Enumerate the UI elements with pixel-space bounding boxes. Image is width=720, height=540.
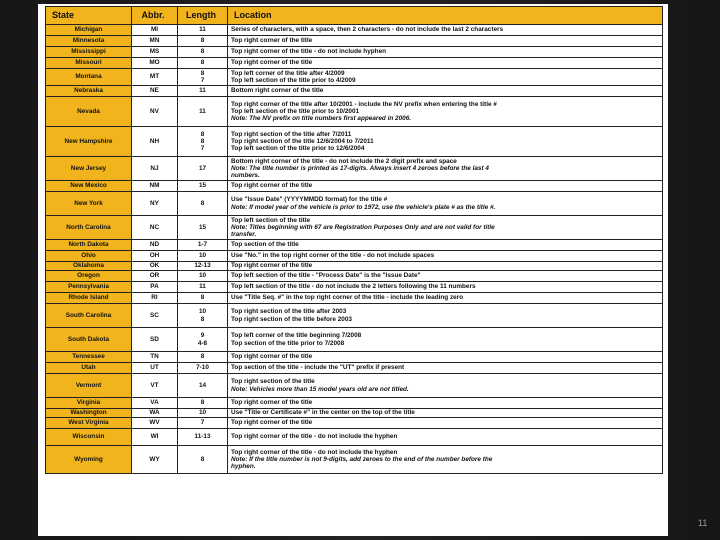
table-row <box>46 398 663 409</box>
location-cell <box>228 409 663 418</box>
location-cell <box>228 251 663 262</box>
table-row <box>46 293 663 304</box>
length-value: 11 <box>199 107 206 115</box>
abbr-cell: OR <box>132 271 178 282</box>
length-value: 7-10 <box>196 364 209 372</box>
location-line: Top left section of the title - do not include the 2 letters following the 11 numbers <box>231 283 476 291</box>
location-cell <box>228 352 663 363</box>
location-cell <box>228 97 663 127</box>
length-value: 8 <box>200 294 205 302</box>
location-cell <box>228 374 663 398</box>
state-cell: New York <box>46 192 132 216</box>
location-cell <box>228 127 663 157</box>
location-line: Top right corner of the title <box>231 59 313 67</box>
state-cell: North Dakota <box>46 240 132 251</box>
location-line: Top section of the title prior to 7/2008 <box>231 339 345 347</box>
length-value: 14 <box>198 381 207 389</box>
abbr-cell: NC <box>132 216 178 240</box>
location-cell <box>228 47 663 58</box>
location-cell <box>228 25 663 36</box>
location-line: Note: The NV prefix on title numbers first appeared in 2006. <box>231 115 412 123</box>
location-line: Top right section of the title <box>231 378 315 386</box>
abbr-cell: VA <box>132 398 178 409</box>
location-line: Top left section of the title <box>231 216 311 224</box>
length-cell <box>178 240 228 251</box>
location-line: Top left section of the title - "Process Date" is the "Issue Date" <box>231 272 421 280</box>
length-cell <box>178 216 228 240</box>
state-cell: Vermont <box>46 374 132 398</box>
title-number-table <box>45 6 663 474</box>
location-line: Note: Titles beginning with 67 are Registration Purposes Only and are not valid for title <box>231 223 495 231</box>
table-row <box>46 304 663 328</box>
state-cell: Minnesota <box>46 36 132 47</box>
table-row <box>46 271 663 282</box>
length-value: 8 <box>200 399 205 407</box>
state-cell: Missouri <box>46 58 132 69</box>
state-cell: Mississippi <box>46 47 132 58</box>
table-row <box>46 181 663 192</box>
location-line: Bottom right corner of the title - do not include the 2 digit prefix and space <box>231 157 457 165</box>
state-cell: Wyoming <box>46 446 132 474</box>
location-cell <box>228 58 663 69</box>
header-state: State <box>46 7 132 25</box>
table-row <box>46 262 663 271</box>
abbr-cell: SD <box>132 328 178 352</box>
length-cell <box>178 418 228 429</box>
location-line: Note: If the title number is not 9-digits, add zeroes to the end of the number before the <box>231 455 493 463</box>
abbr-cell: TN <box>132 352 178 363</box>
length-cell <box>178 328 228 352</box>
location-line: Top right section of the title after 7/2011 <box>231 130 352 138</box>
location-line: Top right corner of the title - do not include hyphen <box>231 48 387 56</box>
location-cell <box>228 216 663 240</box>
table-row <box>46 127 663 157</box>
table-row <box>46 446 663 474</box>
length-value: 1-7 <box>197 241 208 249</box>
abbr-cell: WA <box>132 409 178 418</box>
abbr-cell: ND <box>132 240 178 251</box>
abbr-cell: RI <box>132 293 178 304</box>
length-value: 7 <box>200 419 205 427</box>
abbr-cell: MI <box>132 25 178 36</box>
table-row <box>46 25 663 36</box>
abbr-cell: OH <box>132 251 178 262</box>
table-row <box>46 282 663 293</box>
length-value: 8 <box>200 455 205 463</box>
length-cell <box>178 58 228 69</box>
length-value: 10 <box>198 409 207 417</box>
location-line: Note: If model year of the vehicle is prior to 1972, use the vehicle's plate # as the title #. <box>231 203 496 211</box>
location-line: Top right section of the title before 2003 <box>231 315 352 323</box>
location-cell <box>228 262 663 271</box>
header-length: Length <box>178 7 228 25</box>
location-line: Top right corner of the title after 10/2001 - include the NV prefix when entering the title # <box>231 100 497 108</box>
abbr-cell: SC <box>132 304 178 328</box>
location-line: numbers. <box>231 172 260 180</box>
length-cell <box>178 352 228 363</box>
state-cell: Tennessee <box>46 352 132 363</box>
abbr-cell: WV <box>132 418 178 429</box>
abbr-cell: NY <box>132 192 178 216</box>
location-line: Note: The title number is printed as 17-digits. Always insert 4 zeroes before the last 4 <box>231 164 489 172</box>
length-value: 4-8 <box>197 339 208 347</box>
location-line: hyphen. <box>231 463 256 471</box>
location-line: Use "Issue Date" (YYYYMMDD format) for the title # <box>231 196 388 204</box>
state-cell: New Jersey <box>46 157 132 181</box>
abbr-cell: NM <box>132 181 178 192</box>
length-cell <box>178 262 228 271</box>
length-cell <box>178 251 228 262</box>
location-line: Top left section of the title prior to 10/2001 <box>231 107 360 115</box>
length-cell <box>178 86 228 97</box>
location-line: Top right section of the title after 2003 <box>231 308 347 316</box>
length-value: 10 <box>198 252 207 260</box>
location-cell <box>228 69 663 86</box>
table-row <box>46 58 663 69</box>
location-line: Top right corner of the title <box>231 182 313 190</box>
length-cell <box>178 293 228 304</box>
location-line: Top right corner of the title - do not include the hyphen <box>231 448 398 456</box>
abbr-cell: NV <box>132 97 178 127</box>
header-location: Location <box>228 7 663 25</box>
state-cell: West Virginia <box>46 418 132 429</box>
table-header-row <box>46 7 663 25</box>
length-cell <box>178 192 228 216</box>
length-value: 8 <box>200 199 205 207</box>
abbr-cell: NE <box>132 86 178 97</box>
location-line: Top left section of the title prior to 12/6/2004 <box>231 145 365 153</box>
location-line: Top right corner of the title - do not include the hyphen <box>231 433 398 441</box>
location-cell <box>228 192 663 216</box>
location-cell <box>228 429 663 446</box>
length-cell <box>178 446 228 474</box>
state-cell: South Dakota <box>46 328 132 352</box>
location-cell <box>228 157 663 181</box>
location-line: Top right corner of the title <box>231 37 313 45</box>
abbr-cell: MO <box>132 58 178 69</box>
state-cell: Wisconsin <box>46 429 132 446</box>
table-row <box>46 69 663 86</box>
state-cell: Ohio <box>46 251 132 262</box>
length-cell <box>178 398 228 409</box>
location-line: Top left corner of the title after 4/2009 <box>231 69 345 77</box>
length-cell <box>178 181 228 192</box>
location-line: transfer. <box>231 231 257 239</box>
length-value: 8 <box>200 59 205 67</box>
table-row <box>46 216 663 240</box>
state-cell: Utah <box>46 363 132 374</box>
length-value: 11 <box>199 283 206 291</box>
location-line: Top right section of the title 12/6/2004 to 7/2011 <box>231 137 374 145</box>
abbr-cell: NJ <box>132 157 178 181</box>
length-cell <box>178 97 228 127</box>
page-number: 11 <box>698 518 708 528</box>
length-value: 17 <box>198 164 207 172</box>
location-line: Series of characters, with a space, then 2 characters - do not include the last 2 characters <box>231 26 504 34</box>
table-row <box>46 36 663 47</box>
location-cell <box>228 446 663 474</box>
state-cell: New Mexico <box>46 181 132 192</box>
state-cell: Michigan <box>46 25 132 36</box>
location-cell <box>228 293 663 304</box>
state-cell: Nevada <box>46 97 132 127</box>
location-line: Bottom right corner of the title <box>231 87 324 95</box>
location-cell <box>228 271 663 282</box>
table-row <box>46 429 663 446</box>
table-row <box>46 157 663 181</box>
abbr-cell: WI <box>132 429 178 446</box>
length-value: 8 <box>200 37 205 45</box>
location-cell <box>228 282 663 293</box>
location-cell <box>228 36 663 47</box>
length-value: 11-13 <box>194 433 211 441</box>
length-cell <box>178 374 228 398</box>
table-row <box>46 97 663 127</box>
table-row <box>46 192 663 216</box>
location-line: Top section of the title - include the "UT" prefix if present <box>231 364 405 372</box>
length-value: 11 <box>199 26 206 34</box>
header-abbr: Abbr. <box>132 7 178 25</box>
length-cell <box>178 47 228 58</box>
abbr-cell: OK <box>132 262 178 271</box>
length-value: 10 <box>198 308 207 316</box>
location-line: Use "Title or Certificate #" in the center on the top of the title <box>231 409 415 417</box>
state-cell: Oklahoma <box>46 262 132 271</box>
length-value: 8 <box>200 137 205 145</box>
length-cell <box>178 25 228 36</box>
table-row <box>46 86 663 97</box>
location-line: Use "No." in the top right corner of the title - do not include spaces <box>231 252 435 260</box>
location-cell <box>228 363 663 374</box>
length-cell <box>178 363 228 374</box>
state-cell: Pennsylvania <box>46 282 132 293</box>
state-cell: Oregon <box>46 271 132 282</box>
state-cell: North Carolina <box>46 216 132 240</box>
table-row <box>46 47 663 58</box>
abbr-cell: NH <box>132 127 178 157</box>
length-cell <box>178 36 228 47</box>
abbr-cell: MN <box>132 36 178 47</box>
length-value: 12-13 <box>194 262 211 270</box>
location-cell <box>228 418 663 429</box>
table-row <box>46 363 663 374</box>
table-row <box>46 328 663 352</box>
length-cell <box>178 282 228 293</box>
location-cell <box>228 86 663 97</box>
length-value: 8 <box>200 315 205 323</box>
state-cell: Montana <box>46 69 132 86</box>
location-cell <box>228 398 663 409</box>
length-cell <box>178 409 228 418</box>
length-value: 11 <box>199 87 206 95</box>
location-cell <box>228 240 663 251</box>
location-line: Top section of the title <box>231 241 299 249</box>
length-value: 8 <box>200 69 205 77</box>
table-row <box>46 418 663 429</box>
table-row <box>46 409 663 418</box>
abbr-cell: PA <box>132 282 178 293</box>
location-cell <box>228 304 663 328</box>
abbr-cell: UT <box>132 363 178 374</box>
location-cell <box>228 328 663 352</box>
location-line: Top left corner of the title beginning 7/2008 <box>231 332 362 340</box>
state-cell: Rhode Island <box>46 293 132 304</box>
table-row <box>46 251 663 262</box>
table-row <box>46 374 663 398</box>
state-cell: New Hampshire <box>46 127 132 157</box>
length-cell <box>178 127 228 157</box>
length-value: 8 <box>200 48 205 56</box>
location-cell <box>228 181 663 192</box>
length-value: 15 <box>198 182 207 190</box>
length-value: 8 <box>200 130 205 138</box>
abbr-cell: MS <box>132 47 178 58</box>
state-cell: Washington <box>46 409 132 418</box>
length-value: 7 <box>200 145 205 153</box>
length-cell <box>178 69 228 86</box>
length-value: 7 <box>200 77 205 84</box>
table-body <box>46 25 663 474</box>
length-value: 10 <box>198 272 207 280</box>
location-line: Top right corner of the title <box>231 399 313 407</box>
abbr-cell: MT <box>132 69 178 86</box>
location-line: Top right corner of the title <box>231 353 313 361</box>
abbr-cell: WY <box>132 446 178 474</box>
location-line: Top right corner of the title <box>231 262 313 270</box>
state-cell: Virginia <box>46 398 132 409</box>
length-value: 9 <box>200 332 205 340</box>
length-value: 15 <box>198 223 207 231</box>
abbr-cell: VT <box>132 374 178 398</box>
table-row <box>46 352 663 363</box>
length-value: 8 <box>200 353 205 361</box>
length-cell <box>178 157 228 181</box>
length-cell <box>178 271 228 282</box>
location-line: Top right corner of the title <box>231 419 313 427</box>
state-cell: Nebraska <box>46 86 132 97</box>
state-cell: South Carolina <box>46 304 132 328</box>
location-line: Top left section of the title prior to 4/2009 <box>231 77 356 84</box>
location-line: Use "Title Seq. #" in the top right corner of the title - include the leading zero <box>231 294 464 302</box>
table-row <box>46 240 663 251</box>
length-cell <box>178 304 228 328</box>
location-line: Note: Vehicles more than 15 model years old are not titled. <box>231 385 409 393</box>
length-cell <box>178 429 228 446</box>
